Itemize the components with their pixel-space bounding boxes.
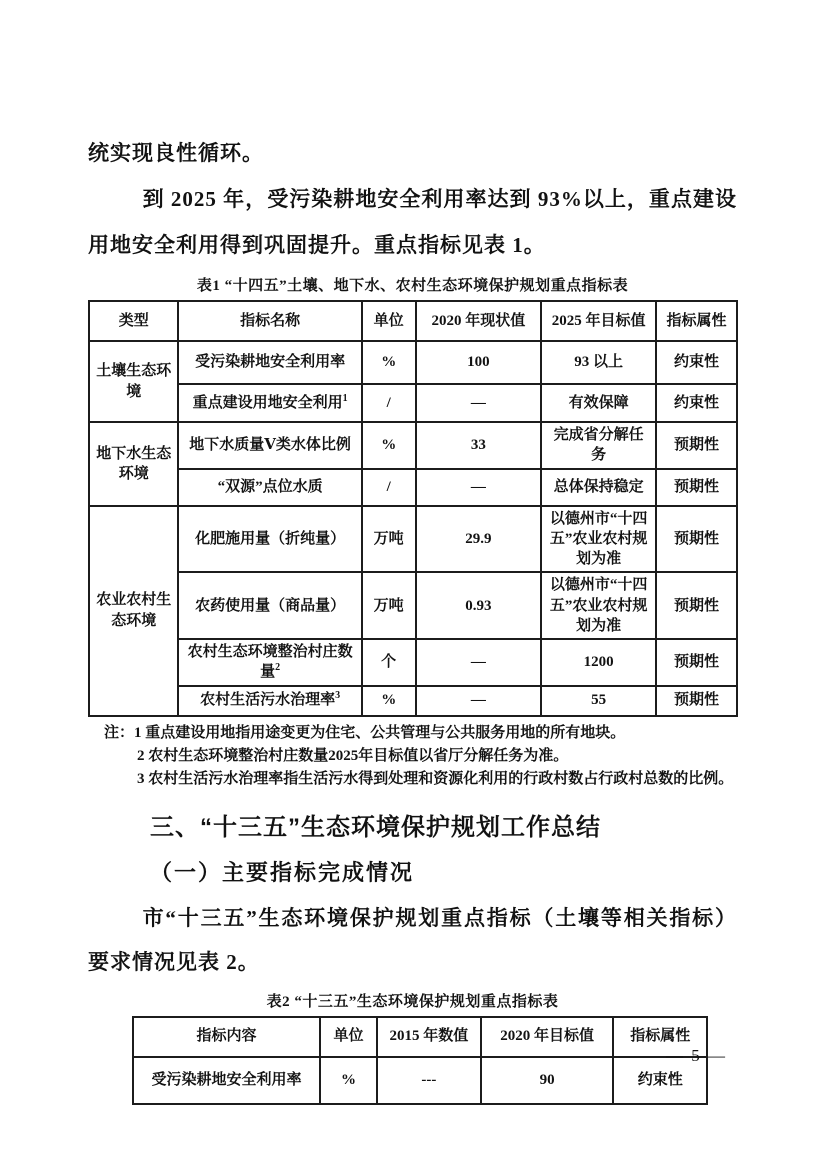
table-row [89,422,737,469]
cell-target: 55 [541,686,656,716]
cell-current: — [416,639,542,686]
table1-header-target: 2025 年目标值 [541,301,656,341]
cell-attr: 约束性 [613,1057,707,1104]
paragraph-continuation: 统实现良性循环。 [88,141,264,165]
table2-header-2015: 2015 年数值 [377,1017,481,1057]
cell-target: 总体保持稳定 [541,469,656,506]
cell-target: 有效保障 [541,384,656,422]
table1-header-name: 指标名称 [178,301,361,341]
table1-notes [88,722,737,791]
cell-target: 以德州市“十四五”农业农村规划为准 [541,506,656,573]
cell-attr: 预期性 [656,572,737,639]
cell-unit: % [362,686,416,716]
paragraph-intro: 到 2025 年，受污染耕地安全利用率达到 93%以上，重点建设用地安全利用得到巩固提升。重点指标见表 1。 [88,187,737,257]
cell-unit: / [362,384,416,422]
section-heading: 三、“十三五”生态环境保护规划工作总结 [150,813,601,841]
cell-unit: % [320,1057,377,1104]
cell-name: 地下水质量Ⅴ类水体比例 [178,422,361,469]
cell-name: 受污染耕地安全利用率 [178,341,361,384]
cell-name: 农村生态环境整治村庄数量$^2$ [178,639,361,686]
table-row [89,506,737,573]
cell-target: 以德州市“十四五”农业农村规划为准 [541,572,656,639]
cell-name: 受污染耕地安全利用率 [133,1057,320,1104]
cell-current: 100 [416,341,542,384]
table2 [132,1016,708,1105]
cell-attr: 预期性 [656,686,737,716]
cell-type-soil: 土壤生态环境 [89,341,178,422]
cell-attr: 预期性 [656,422,737,469]
cell-name: “双源”点位水质 [178,469,361,506]
table2-header-2020: 2020 年目标值 [481,1017,614,1057]
cell-unit: 万吨 [362,506,416,573]
footnote-ref-1: 1 [342,392,348,404]
cell-current: 29.9 [416,506,542,573]
table-row [89,572,737,639]
cell-attr: 预期性 [656,506,737,573]
cell-attr: 预期性 [656,639,737,686]
table2-header-name: 指标内容 [133,1017,320,1057]
cell-attr: 预期性 [656,469,737,506]
cell-current: 33 [416,422,542,469]
table1-header-attr: 指标属性 [656,301,737,341]
table-row [89,686,737,716]
table2-title: 表2 “十三五”生态环境保护规划重点指标表 [266,993,559,1010]
cell-unit: % [362,341,416,384]
footnote-ref-3: 3 [335,690,341,702]
cell-unit: 万吨 [362,572,416,639]
note-line: 注：1 重点建设用地指用途变更为住宅、公共管理与公共服务用地的所有地块。 [104,724,626,741]
cell-attr: 约束性 [656,341,737,384]
section-paragraph: 市“十三五”生态环境保护规划重点指标（土壤等相关指标）要求情况见表 2。 [88,905,737,974]
table2-header-unit: 单位 [320,1017,377,1057]
table1-header-unit: 单位 [362,301,416,341]
cell-2015: --- [377,1057,481,1104]
cell-unit: 个 [362,639,416,686]
table2-header-row [133,1017,707,1057]
cell-name: 农村生活污水治理率$^3$ [178,686,361,716]
cell-current: — [416,384,542,422]
cell-target: 完成省分解任务 [541,422,656,469]
footnote-ref-2: 2 [275,662,281,674]
table1 [88,300,738,717]
cell-name: 化肥施用量（折纯量） [178,506,361,573]
cell-name: 农药使用量（商品量） [178,572,361,639]
cell-attr: 约束性 [656,384,737,422]
page-number: — 5 — [666,1046,727,1065]
table1-title: 表1 “十四五”土壤、地下水、农村生态环境保护规划重点指标表 [196,278,629,294]
section-subheading: （一）主要指标完成情况 [150,859,415,885]
note-line: 3 农村生活污水治理率指生活污水得到处理和资源化利用的行政村数占行政村总数的比例。 [137,770,734,787]
table-row [89,384,737,422]
cell-unit: % [362,422,416,469]
table-row [133,1057,707,1104]
cell-target: 1200 [541,639,656,686]
cell-unit: / [362,469,416,506]
table-row [89,469,737,506]
cell-current: — [416,469,542,506]
table-row [89,341,737,384]
cell-type-agriculture: 农业农村生态环境 [89,506,178,716]
table1-header-current: 2020 年现状值 [416,301,542,341]
cell-2020: 90 [481,1057,614,1104]
table-row [89,639,737,686]
table1-header-row [89,301,737,341]
cell-target: 93 以上 [541,341,656,384]
table2-header-attr: 指标属性 [613,1017,707,1057]
cell-name: 重点建设用地安全利用$^1$ [178,384,361,422]
cell-current: 0.93 [416,572,542,639]
table1-header-type: 类型 [89,301,178,341]
cell-current: — [416,686,542,716]
note-line: 2 农村生态环境整治村庄数量2025年目标值以省厅分解任务为准。 [137,747,569,764]
cell-type-groundwater: 地下水生态环境 [89,422,178,506]
